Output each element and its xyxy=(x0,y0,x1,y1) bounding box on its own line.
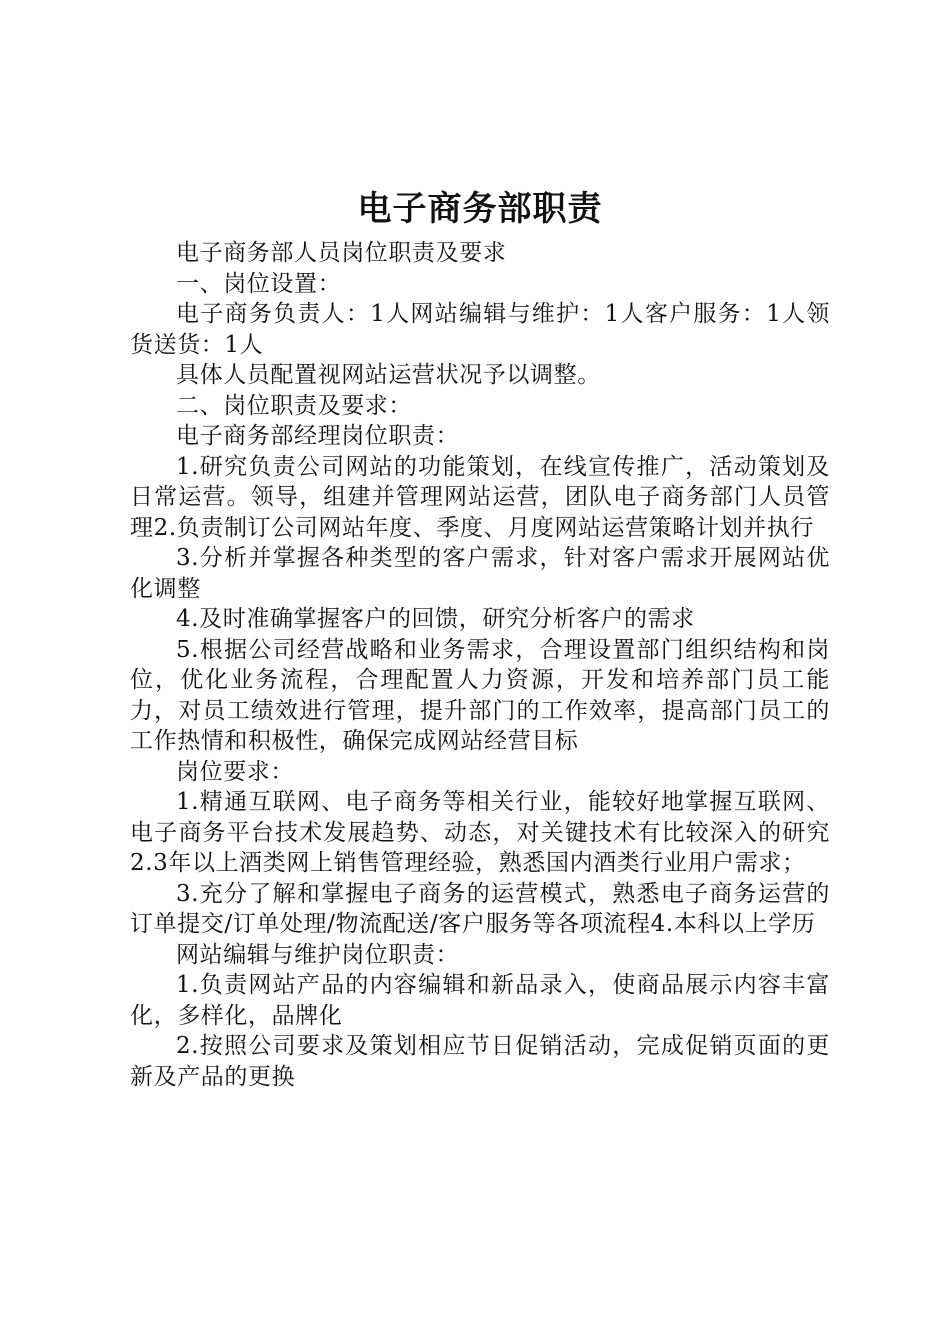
paragraph-editor-duties-heading: 网站编辑与维护岗位职责： xyxy=(176,941,460,968)
document-page xyxy=(130,186,830,1092)
paragraph-section-2: 二、岗位职责及要求： xyxy=(176,392,412,419)
paragraph-requirement-3: 3.充分了解和掌握电子商务的运营模式，熟悉电子商务运营的订单提交/订单处理/物流配送/客户服务等各项流程4.本科以上学历 xyxy=(130,880,830,937)
paragraph-staffing: 电子商务负责人：1人网站编辑与维护：1人客户服务：1人领货送货：1人 xyxy=(130,301,830,358)
paragraph-manager-duty-5: 5.根据公司经营战略和业务需求，合理设置部门组织结构和岗位，优化业务流程，合理配置人力资源，开发和培养部门员工能力，对员工绩效进行管理，提升部门的工作效率，提高部门员工的工作热情和积极性，确保完成网站经营目标 xyxy=(130,636,830,754)
paragraph-manager-duty-4: 4.及时准确掌握客户的回馈，研究分析客户的需求 xyxy=(176,606,695,632)
paragraph-heading: 电子商务部人员岗位职责及要求 xyxy=(176,240,507,266)
document-title: 电子商务部职责 xyxy=(357,189,603,229)
paragraph-requirement-1: 1.精通互联网、电子商务等相关行业，能较好地掌握互联网、电子商务平台技术发展趋势、动态，对关键技术有比较深入的研究2.3年以上酒类网上销售管理经验，熟悉国内酒类行业用户需求； xyxy=(130,789,830,876)
paragraph-editor-duty-1: 1.负责网站产品的内容编辑和新品录入，使商品展示内容丰富化，多样化，品牌化 xyxy=(130,972,830,1029)
paragraph-staffing-note: 具体人员配置视网站运营状况予以调整。 xyxy=(176,362,601,388)
paragraph-manager-duties-heading: 电子商务部经理岗位职责： xyxy=(176,423,460,449)
paragraph-manager-duty-3: 3.分析并掌握各种类型的客户需求，针对客户需求开展网站优化调整 xyxy=(130,545,830,602)
paragraph-editor-duty-2: 2.按照公司要求及策划相应节日促销活动，完成促销页面的更新及产品的更换 xyxy=(130,1033,830,1090)
paragraph-manager-duty-1: 1.研究负责公司网站的功能策划，在线宣传推广，活动策划及日常运营。领导，组建并管理网站运营，团队电子商务部门人员管理2.负责制订公司网站年度、季度、月度网站运营策略计划并执行 xyxy=(130,453,830,541)
paragraph-section-1: 一、岗位设置： xyxy=(176,270,342,297)
paragraph-requirements-heading: 岗位要求： xyxy=(176,758,294,785)
